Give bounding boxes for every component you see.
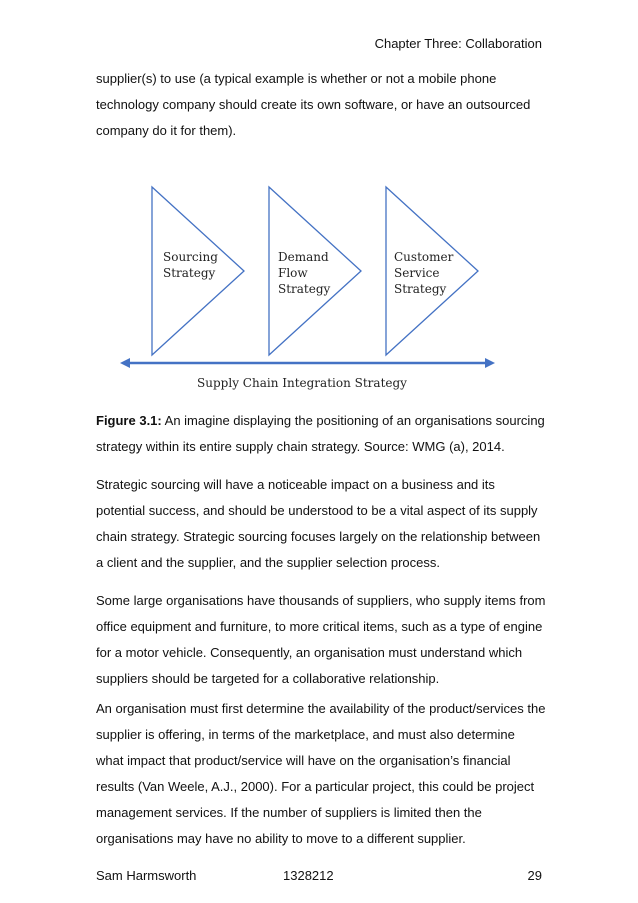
body-paragraph: [96, 588, 556, 692]
stage-label: Sourcing: [163, 250, 218, 264]
text-line: results (Van Weele, A.J., 2000). For a particular project, this could be project: [96, 779, 535, 794]
stage-label: Flow: [278, 266, 308, 280]
footer-author: Sam Harmsworth: [96, 868, 197, 883]
stage-label: Service: [394, 266, 440, 280]
text-line: a client and the supplier, and the supplier selection process.: [96, 555, 440, 570]
footer-student-id: 1328212: [283, 868, 334, 883]
stage-label: Strategy: [394, 282, 447, 296]
stage-label: Customer: [394, 250, 454, 264]
footer-page-number: 29: [527, 868, 542, 883]
stage-label: Strategy: [278, 282, 331, 296]
stage-label: Strategy: [163, 266, 216, 280]
body-paragraph: [96, 472, 556, 576]
text-line: office equipment and furniture, to more critical items, such as a type of engine: [96, 619, 543, 634]
text-line: technology company should create its own software, or have an outsourced: [96, 97, 531, 112]
text-line: suppliers should be targeted for a collaborative relationship.: [96, 671, 440, 686]
figure-caption: [96, 408, 556, 460]
caption-label: Figure 3.1:: [96, 413, 162, 428]
axis-label: Supply Chain Integration Strategy: [197, 376, 407, 390]
text-line: Strategic sourcing will have a noticeable impact on a business and its: [96, 477, 495, 492]
text-line: organisations may have no ability to move to a different supplier.: [96, 831, 466, 846]
text-line: supplier is offering, in terms of the marketplace, and must also determine: [96, 727, 515, 742]
text-line: An organisation must first determine the availability of the product/services the: [96, 701, 546, 716]
stage-label: Demand: [278, 250, 329, 264]
body-paragraph: [96, 696, 556, 852]
supply-chain-diagram: [0, 0, 638, 400]
text-line: what impact that product/service will have on the organisation’s financial: [96, 753, 511, 768]
caption-line: strategy within its entire supply chain strategy. Source: WMG (a), 2014.: [96, 439, 505, 454]
chapter-header: Chapter Three: Collaboration: [374, 36, 542, 51]
text-line: for a motor vehicle. Consequently, an organisation must understand which: [96, 645, 523, 660]
text-line: Some large organisations have thousands of suppliers, who supply items from: [96, 593, 546, 608]
text-line: management services. If the number of suppliers is limited then the: [96, 805, 482, 820]
text-line: supplier(s) to use (a typical example is whether or not a mobile phone: [96, 71, 497, 86]
text-line: potential success, and should be understood to be a vital aspect of its supply: [96, 503, 538, 518]
text-line: company do it for them).: [96, 123, 237, 138]
caption-text: An imagine displaying the positioning of an organisations sourcing: [161, 413, 545, 428]
caption-line: [96, 408, 556, 434]
text-line: chain strategy. Strategic sourcing focuses largely on the relationship between: [96, 529, 541, 544]
